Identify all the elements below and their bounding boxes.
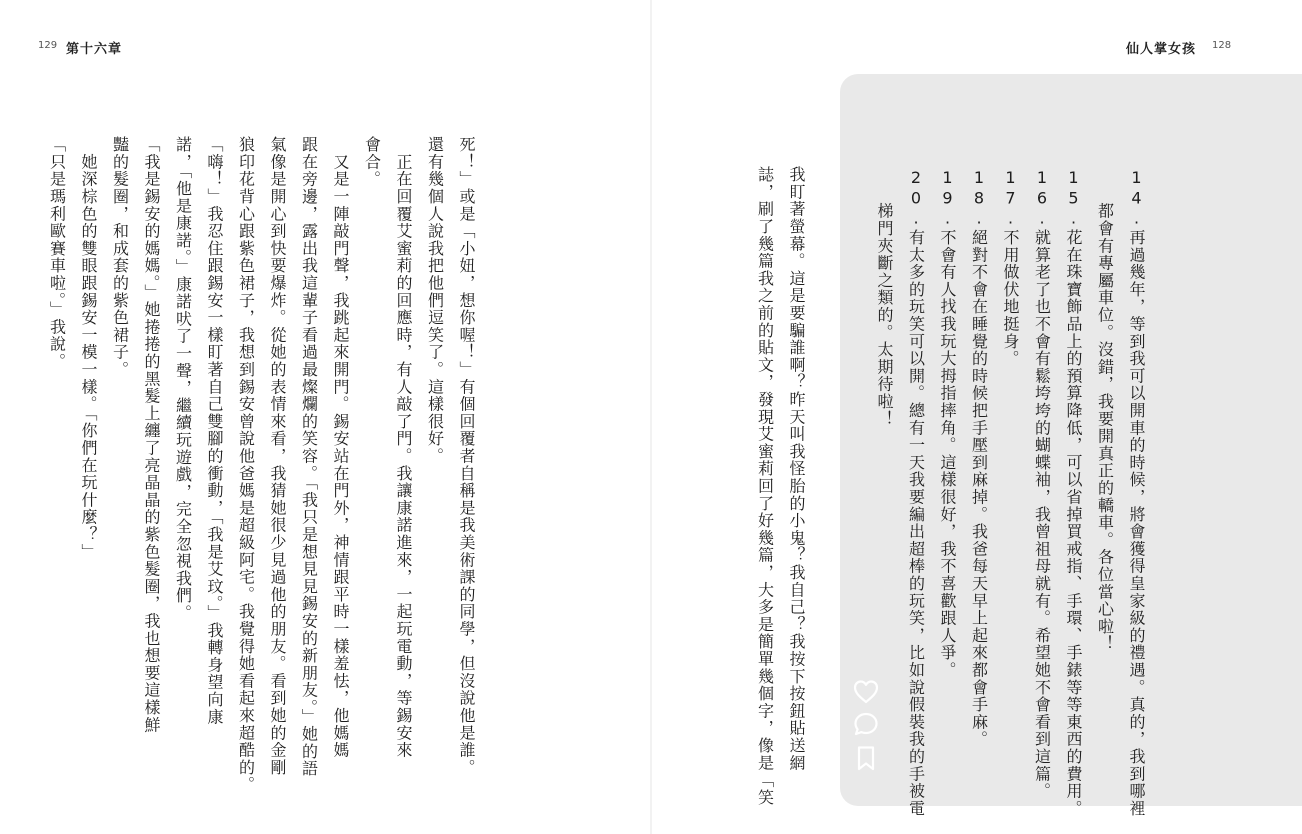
paragraph: 她深棕色的雙眼跟錫安一模一樣。「你們在玩什麼？」	[79, 136, 98, 561]
comment-icon	[852, 710, 880, 738]
paragraph: 死！」或是「小妞，想你喔！」有個回覆者自稱是我美術課的同學，但沒說他是誰。	[457, 136, 476, 777]
paragraph: 又是一陣敲門聲，我跳起來開門。錫安站在門外，神情跟平時一樣羞怯，他媽媽	[331, 136, 350, 759]
paragraph: 豔的髮圈，和成套的紫色裙子。	[110, 136, 130, 379]
paragraph: 會合。	[362, 136, 382, 188]
list-item: 14.再過幾年，等到我可以開車的時候，將會獲得皇家級的禮遇。真的，我到哪裡	[1127, 168, 1146, 818]
book-title: 仙人掌女孩	[1126, 42, 1197, 57]
paragraph: 諾，「他是康諾。」康諾吠了一聲，繼續玩遊戲，完全忽視我們。	[173, 136, 193, 622]
page-number-right: 128	[1212, 40, 1232, 51]
chapter-title: 第十六章	[66, 42, 123, 57]
paragraph: 跟在旁邊，露出我這輩子看過最燦爛的笑容。「我只是想見見錫安的新朋友。」她的語	[299, 136, 319, 778]
paragraph: 「嗨！」我忍住跟錫安一樣盯著自己雙腳的衝動，「我是艾玟。」我轉身望向康	[205, 136, 224, 726]
paragraph: 狼印花背心跟紫色裙子，我想到錫安曾說他爸媽是超級阿宅。我覺得她看起來超酷的。	[236, 136, 256, 794]
paragraph: 氣像是開心到快要爆炸。從她的表情來看，我猜她很少見過他的朋友。看到她的金剛	[268, 136, 287, 777]
bookmark-icon	[852, 744, 880, 772]
list-item: 19.不會有人找我玩大拇指摔角。這樣很好，我不喜歡跟人爭。	[938, 168, 957, 679]
list-item: 都會有專屬車位。沒錯，我要開真正的轎車。各位當心啦！	[1095, 168, 1115, 653]
list-item: 15.花在珠寶飾品上的預算降低，可以省掉買戒指、手環、手錶等等東西的費用。	[1064, 168, 1083, 818]
paragraph: 誌，刷了幾篇我之前的貼文，發現艾蜜莉回了好幾篇，大多是簡單幾個字，像是「笑	[755, 166, 775, 807]
right-page-body	[749, 166, 812, 807]
paragraph: 「我是錫安的媽媽。」她捲捲的黑髮上纏了亮晶晶的紫色髮圈，我也想要這樣鮮	[142, 136, 161, 734]
paragraph: 「只是瑪利歐賽車啦。」我說。	[47, 136, 67, 371]
list-item: 16.就算老了也不會有鬆垮垮的蝴蝶袖，我曾祖母就有。希望她不會看到這篇。	[1032, 168, 1052, 800]
list-item: 梯門夾斷之類的。太期待啦！	[875, 168, 894, 428]
page-gutter	[650, 0, 652, 834]
list-item: 20.有太多的玩笑可以開。總有一天我要編出超棒的玩笑，比如說假裝我的手被電	[906, 168, 926, 818]
paragraph: 還有幾個人說我把他們逗笑了。這樣很好。	[425, 136, 445, 465]
paragraph: 我盯著螢幕。這是要騙誰啊？昨天叫我怪胎的小鬼？我自己？我按下按鈕貼送網	[787, 166, 806, 772]
list-item: 18.絕對不會在睡覺的時候把手壓到麻掉。我爸每天早上起來都會手麻。	[969, 168, 989, 748]
paragraph: 正在回覆艾蜜莉的回應時，有人敲了門。我讓康諾進來，一起玩電動，等錫安來	[394, 136, 413, 759]
heart-icon	[852, 678, 880, 706]
list-item: 17.不用做伏地挺身。	[1001, 168, 1020, 368]
page-number-left: 129	[38, 40, 58, 51]
post-card-list	[869, 168, 1153, 828]
post-card	[840, 74, 1302, 818]
left-page-body	[41, 136, 482, 826]
